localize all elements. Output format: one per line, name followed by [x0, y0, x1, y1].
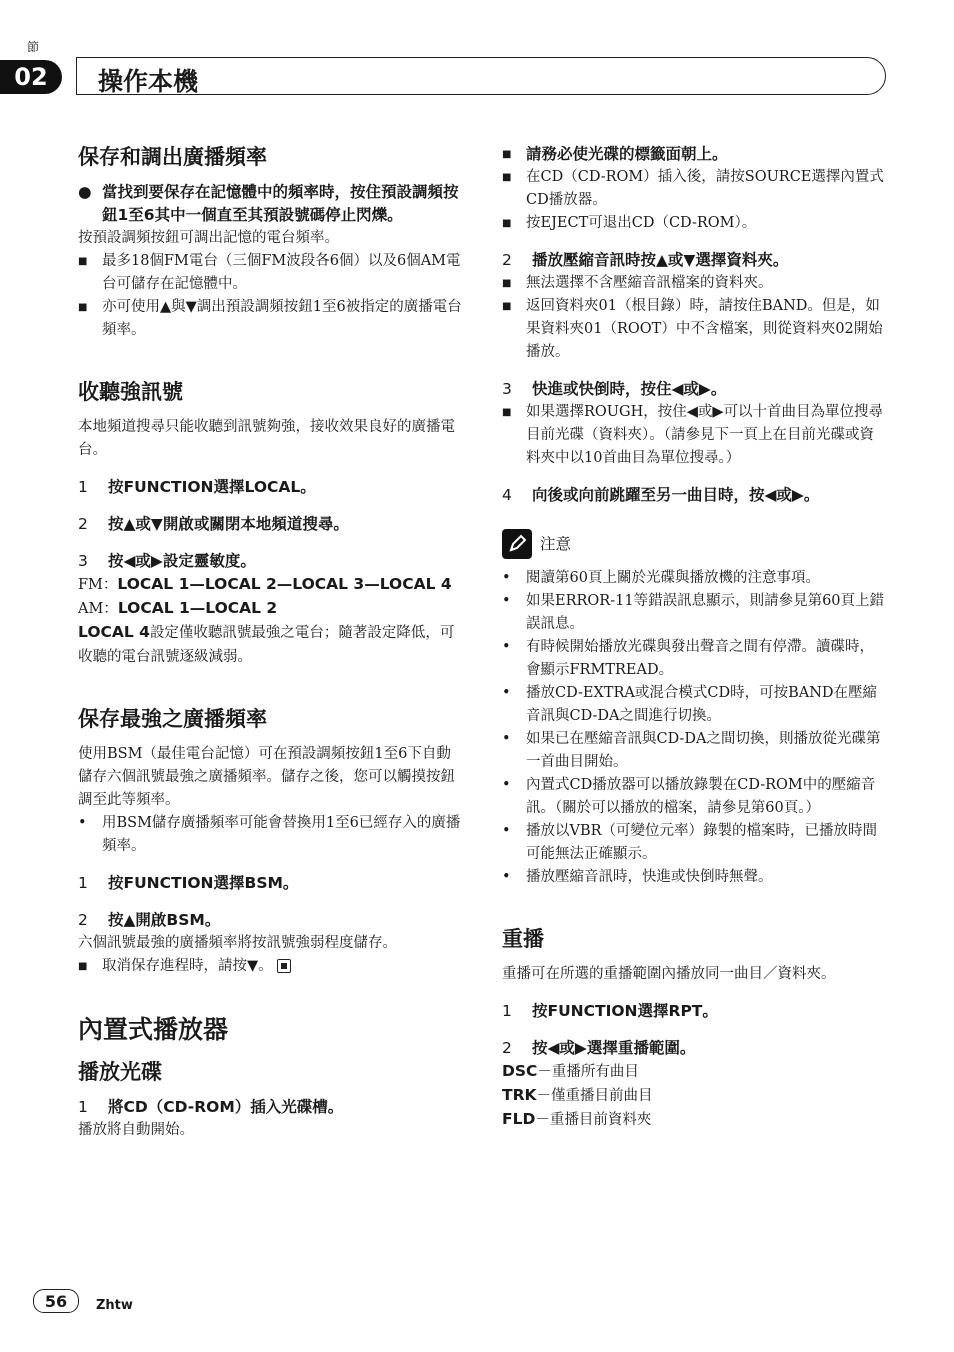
heading-local: 收聽強訊號: [78, 380, 183, 404]
local4-label: LOCAL 4: [78, 623, 150, 641]
step-text: 按▲開啟BSM。: [108, 911, 221, 929]
step: [78, 550, 464, 573]
note-item: [502, 143, 888, 166]
note-list-text: 內置式CD播放器可以播放錄製在CD-ROM中的壓縮音訊。（關於可以播放的檔案，請參見第60頁。）: [526, 777, 876, 816]
step-number: 1: [502, 1002, 512, 1020]
step: [78, 513, 464, 536]
step-text: 快進或快倒時，按住◀或▶。: [532, 380, 727, 398]
section-number: 02: [0, 60, 62, 94]
note-text: 返回資料夾01（根目錄）時，請按住BAND。但是，如果資料夾01（ROOT）中不含檔案，則從資料夾02開始播放。: [526, 298, 883, 360]
heading-repeat: 重播: [502, 927, 544, 951]
square-bullet-icon: ■: [502, 301, 512, 312]
step-text: 按FUNCTION選擇LOCAL。: [108, 478, 316, 496]
note-item: [502, 212, 888, 235]
page-number: 56: [33, 1289, 79, 1313]
bullet-dot-icon: •: [78, 815, 87, 831]
note-list-text: 閱讀第60頁上關於光碟與播放機的注意事項。: [526, 570, 820, 586]
bullet-text: 用BSM儲存廣播頻率可能會替換用1至6已經存入的廣播頻率。: [102, 815, 461, 854]
step-number: 2: [78, 911, 88, 929]
note-item: [502, 401, 888, 470]
note-list-text: 播放CD-EXTRA或混合模式CD時，可按BAND在壓縮音訊與CD-DA之間進行切換。: [526, 685, 878, 724]
option-text: －重播目前資料夾: [535, 1112, 652, 1128]
local4-desc: [78, 621, 464, 669]
local4-text: 設定僅收聽訊號最強之電台；隨著設定降低，可收聽的電台訊號逐級減弱。: [78, 625, 455, 665]
step-number: 1: [78, 1098, 88, 1116]
paragraph: 使用BSM（最佳電台記憶）可在預設調頻按鈕1至6下自動儲存六個訊號最強之廣播頻率。儲存之後，您可以觸摸按鈕調至此等頻率。: [78, 746, 455, 808]
note-header: [502, 529, 888, 559]
note-text: 最多18個FM電台（三個FM波段各6個）以及6個AM電台可儲存在記憶體中。: [102, 253, 461, 292]
note-text: 按EJECT可退出CD（CD-ROM）。: [526, 215, 757, 231]
am-levels: [78, 597, 464, 621]
bullet-dot-icon: •: [502, 731, 511, 747]
bullet-dot-icon: •: [502, 639, 511, 655]
square-bullet-icon: ■: [502, 278, 512, 289]
note-list-text: 播放以VBR（可變位元率）錄製的檔案時，已播放時間可能無法正確顯示。: [526, 823, 878, 862]
note-item: [502, 295, 888, 364]
square-bullet-icon: ■: [78, 256, 88, 267]
option-label: TRK: [502, 1086, 537, 1104]
bullet-instruction: [78, 181, 464, 227]
note-item: [78, 250, 464, 296]
note-list-item: [502, 866, 888, 889]
bullet-item: [78, 812, 464, 858]
option-label: FLD: [502, 1110, 536, 1128]
option-label: DSC: [502, 1062, 538, 1080]
square-bullet-icon: ■: [502, 218, 512, 229]
fm-levels: [78, 573, 464, 597]
square-bullet-icon: ■: [78, 302, 88, 313]
note-list-text: 如果ERROR-11等錯誤訊息顯示，則請參見第60頁上錯誤訊息。: [526, 593, 885, 632]
step: [78, 909, 464, 932]
note-list-item: [502, 682, 888, 728]
note-text: 亦可使用▲與▼調出預設調頻按鈕1至6被指定的廣播電台頻率。: [102, 299, 462, 338]
page-title: 操作本機: [98, 67, 199, 96]
option-text: －重播所有曲目: [537, 1064, 639, 1080]
note-list-item: [502, 590, 888, 636]
step-number: 2: [502, 1039, 512, 1057]
step-number: 3: [502, 380, 512, 398]
repeat-option: [502, 1108, 888, 1132]
square-bullet-icon: ■: [78, 961, 88, 972]
note-list-text: 播放壓縮音訊時，快進或快倒時無聲。: [526, 869, 773, 885]
step-number: 2: [78, 515, 88, 533]
end-mark-icon: [277, 959, 291, 973]
note-text: 如果選擇ROUGH，按住◀或▶可以十首曲目為單位搜尋目前光碟（資料夾）。（請參見下一頁上在目前光碟或資料夾中以10首曲目為單位搜尋。）: [526, 404, 884, 466]
note-text: 在CD（CD-ROM）插入後，請按SOURCE選擇內置式CD播放器。: [526, 169, 884, 208]
repeat-option: [502, 1060, 888, 1084]
step: [502, 484, 888, 507]
step-number: 1: [78, 478, 88, 496]
note-text-content: 取消保存進程時，請按▼。: [102, 958, 273, 974]
note-item: [78, 955, 464, 978]
paragraph: 按預設調頻按鈕可調出記憶的電台頻率。: [78, 230, 339, 246]
fm-values: LOCAL 1—LOCAL 2—LOCAL 3—LOCAL 4: [117, 575, 452, 593]
heading-save-recall: 保存和調出廣播頻率: [78, 145, 267, 169]
heading-play-disc: 播放光碟: [78, 1060, 162, 1084]
bullet-dot-icon: •: [502, 869, 511, 885]
note-item: [502, 272, 888, 295]
note-list-item: [502, 567, 888, 590]
step: [502, 378, 888, 401]
step: [502, 249, 888, 272]
note-text: [102, 955, 291, 978]
note-list-text: 有時候開始播放光碟與發出聲音之間有停滯。讀碟時，會顯示FRMTREAD。: [526, 639, 874, 678]
step: [502, 1037, 888, 1060]
note-text: 請務必使光碟的標籤面朝上。: [526, 145, 728, 163]
note-item: [502, 166, 888, 212]
am-prefix: AM：: [78, 601, 118, 617]
repeat-option: [502, 1084, 888, 1108]
note-list-item: [502, 820, 888, 866]
step: [502, 1000, 888, 1023]
right-column: [502, 143, 888, 1132]
step-text: 按◀或▶設定靈敏度。: [108, 552, 256, 570]
square-bullet-icon: ■: [502, 407, 512, 418]
am-values: LOCAL 1—LOCAL 2: [117, 599, 278, 617]
step-text: 按▲或▼開啟或關閉本地頻道搜尋。: [108, 515, 349, 533]
step-text: 向後或向前跳躍至另一曲目時，按◀或▶。: [532, 486, 820, 504]
bullet-dot-icon: •: [502, 685, 511, 701]
note-text: 無法選擇不含壓縮音訊檔案的資料夾。: [526, 275, 773, 291]
bullet-dot-icon: •: [502, 593, 511, 609]
step-text: 將CD（CD-ROM）插入光碟槽。: [108, 1098, 344, 1116]
left-column: [78, 143, 464, 1142]
step-text: 按◀或▶選擇重播範圍。: [532, 1039, 696, 1057]
step-number: 2: [502, 251, 512, 269]
section-label: 節: [27, 40, 40, 54]
paragraph: 播放將自動開始。: [78, 1122, 194, 1138]
note-list-item: [502, 774, 888, 820]
paragraph: 六個訊號最強的廣播頻率將按訊號強弱程度儲存。: [78, 935, 397, 951]
step-text: 按FUNCTION選擇BSM。: [108, 874, 299, 892]
step: [78, 476, 464, 499]
pencil-note-icon: [502, 529, 532, 559]
language-code: Zhtw: [96, 1298, 133, 1313]
step-text: 播放壓縮音訊時按▲或▼選擇資料夾。: [532, 251, 789, 269]
heading-bsm: 保存最強之廣播頻率: [78, 707, 267, 731]
step-number: 1: [78, 874, 88, 892]
bullet-dot-icon: •: [502, 777, 511, 793]
note-list-text: 如果已在壓縮音訊與CD-DA之間切換，則播放從光碟第一首曲目開始。: [526, 731, 881, 770]
note-item: [78, 296, 464, 342]
step-text: 按FUNCTION選擇RPT。: [532, 1002, 718, 1020]
bullet-text: 當找到要保存在記憶體中的頻率時，按住預設調頻按鈕1至6其中一個直至其預設號碼停止閃爍。: [102, 183, 459, 224]
paragraph: 重播可在所選的重播範圍內播放同一曲目／資料夾。: [502, 966, 836, 982]
square-bullet-icon: ■: [502, 149, 512, 160]
heading-builtin-player: 內置式播放器: [78, 1015, 229, 1044]
note-title: 注意: [540, 534, 572, 553]
paragraph: 本地頻道搜尋只能收聽到訊號夠強，接收效果良好的廣播電台。: [78, 419, 455, 458]
step: [78, 872, 464, 895]
option-text: －僅重播目前曲目: [536, 1088, 653, 1104]
note-list-item: [502, 636, 888, 682]
step-number: 4: [502, 486, 512, 504]
step: [78, 1096, 464, 1119]
bullet-dot-icon: ●: [78, 183, 92, 201]
square-bullet-icon: ■: [502, 172, 512, 183]
bullet-dot-icon: •: [502, 823, 511, 839]
note-list-item: [502, 728, 888, 774]
step-number: 3: [78, 552, 88, 570]
fm-prefix: FM：: [78, 577, 118, 593]
notes-list: [502, 567, 888, 889]
bullet-dot-icon: •: [502, 570, 511, 586]
